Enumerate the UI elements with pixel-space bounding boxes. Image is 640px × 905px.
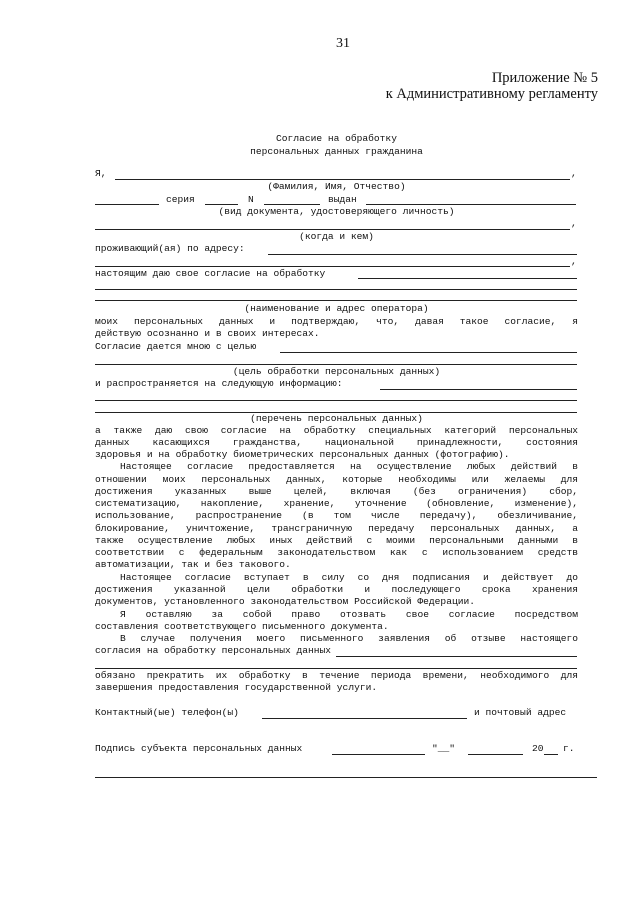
actions-line7: также осуществление любых иных действий с моими персональными данными в: [95, 535, 578, 546]
purpose-label: Согласие дается мною с целью: [95, 341, 257, 352]
contacts-label: Контактный(ые) телефон(ы): [95, 707, 239, 718]
date-month-field[interactable]: [468, 754, 523, 755]
signature-field[interactable]: [332, 754, 425, 755]
appendix-line2: к Административному регламенту: [385, 86, 598, 102]
force-line2: достижения указанной цели обработки и последующего срока хранения: [95, 584, 578, 595]
operator-field[interactable]: [358, 278, 577, 279]
info-field[interactable]: [380, 389, 577, 390]
fio-hint: (Фамилия, Имя, Отчество): [267, 181, 406, 192]
info-field-2[interactable]: [95, 400, 577, 401]
consent-intro: настоящим даю свое согласие на обработку: [95, 268, 326, 279]
force-line1: Настоящее согласие вступает в силу со дня подписания и действует до: [120, 572, 578, 583]
withdraw-field[interactable]: [336, 656, 577, 657]
appendix-line1: Приложение № 5: [491, 70, 598, 86]
date-day: "__": [432, 743, 456, 754]
revoke-line1: Я оставляю за собой право отозвать свое согласие посредством: [120, 609, 578, 620]
year-suffix: г.: [563, 743, 575, 754]
operator-field-2[interactable]: [95, 289, 577, 290]
postal-label: и почтовый адрес: [474, 707, 567, 718]
doc-name-field[interactable]: [95, 204, 159, 205]
comma: ,: [571, 218, 577, 229]
comma: ,: [571, 168, 577, 179]
issued-field[interactable]: [366, 204, 576, 205]
actions-line2: отношении моих персональных данных, которые необходимы или желаемы для: [95, 474, 578, 485]
purpose-field-2[interactable]: [95, 364, 577, 365]
bottom-divider: [95, 777, 597, 778]
comma: ,: [571, 256, 577, 267]
ya-label: Я,: [95, 168, 107, 179]
actions-line5: использование, распространение (в том числе передачу), обезличивание,: [95, 510, 578, 521]
number-field[interactable]: [264, 204, 320, 205]
actions-line3: достижения указанных выше целей, включая (без ограничения) сбор,: [95, 486, 578, 497]
title-line2: персональных данных гражданина: [250, 146, 423, 157]
actions-line9: автоматизации, так и без такового.: [95, 559, 291, 570]
obliged-line2: завершения предоставления государственной услуги.: [95, 682, 378, 693]
withdraw-line2: согласия на обработку персональных данных: [95, 645, 332, 656]
phone-field[interactable]: [262, 718, 467, 719]
purpose-hint: (цель обработки персональных данных): [232, 366, 441, 377]
special-line3: здоровья и на обработку биометрических персональных данных (фотографию).: [95, 449, 510, 460]
when-hint: (когда и кем): [299, 231, 374, 242]
purpose-field[interactable]: [280, 352, 577, 353]
revoke-line2: составления соответствующего письменного документа.: [95, 621, 389, 632]
signature-label: Подпись субъекта персональных данных: [95, 743, 303, 754]
address-field-2[interactable]: [95, 266, 570, 267]
fio-field[interactable]: [115, 179, 570, 180]
obliged-line1: обязано прекратить их обработку в течение периода времени, необходимого для: [95, 670, 578, 681]
page-number: 31: [336, 36, 350, 51]
special-line1: а также даю свою согласие на обработку специальных категорий персональных: [95, 425, 578, 436]
operator-field-3[interactable]: [95, 300, 577, 301]
issued-by-field[interactable]: [95, 229, 570, 230]
operator-hint: (наименование и адрес оператора): [244, 303, 429, 314]
residing-label: проживающий(ая) по адресу:: [95, 243, 245, 254]
seria-label: серия: [166, 194, 195, 205]
extends-label: и распространяется на следующую информацию:: [95, 378, 343, 389]
seria-field[interactable]: [205, 204, 238, 205]
address-field[interactable]: [268, 254, 577, 255]
special-line2: данных касающихся гражданства, национальной принадлежности, состояния: [95, 437, 578, 448]
year-field[interactable]: [544, 754, 558, 755]
title-line1: Согласие на обработку: [276, 133, 397, 144]
actions-line6: блокирование, уничтожение, трансграничную передачу персональных данных, а: [95, 523, 578, 534]
actions-line4: систематизацию, накопление, хранение, уточнение (обновление, изменение),: [95, 498, 578, 509]
withdraw-line1: В случае получения моего письменного заявления об отзыве настоящего: [120, 633, 578, 644]
actions-line1: Настоящее согласие предоставляется на осуществление любых действий в: [120, 461, 578, 472]
issued-label: выдан: [328, 194, 357, 205]
my-data-line2: действую осознанно и в своих интересах.: [95, 328, 320, 339]
force-line3: документов, установленного законодательством Российской Федерации.: [95, 596, 475, 607]
year-prefix: 20: [532, 743, 544, 754]
withdraw-field-2[interactable]: [95, 668, 577, 669]
list-hint: (перечень персональных данных): [250, 413, 423, 424]
doc-hint: (вид документа, удостоверяющего личность): [218, 206, 455, 217]
my-data-line1: моих персональных данных и подтверждаю, что, давая такое согласие, я: [95, 316, 578, 327]
actions-line8: соответствии с федеральным законодательством как с использованием средств: [95, 547, 578, 558]
number-label: N: [248, 194, 254, 205]
